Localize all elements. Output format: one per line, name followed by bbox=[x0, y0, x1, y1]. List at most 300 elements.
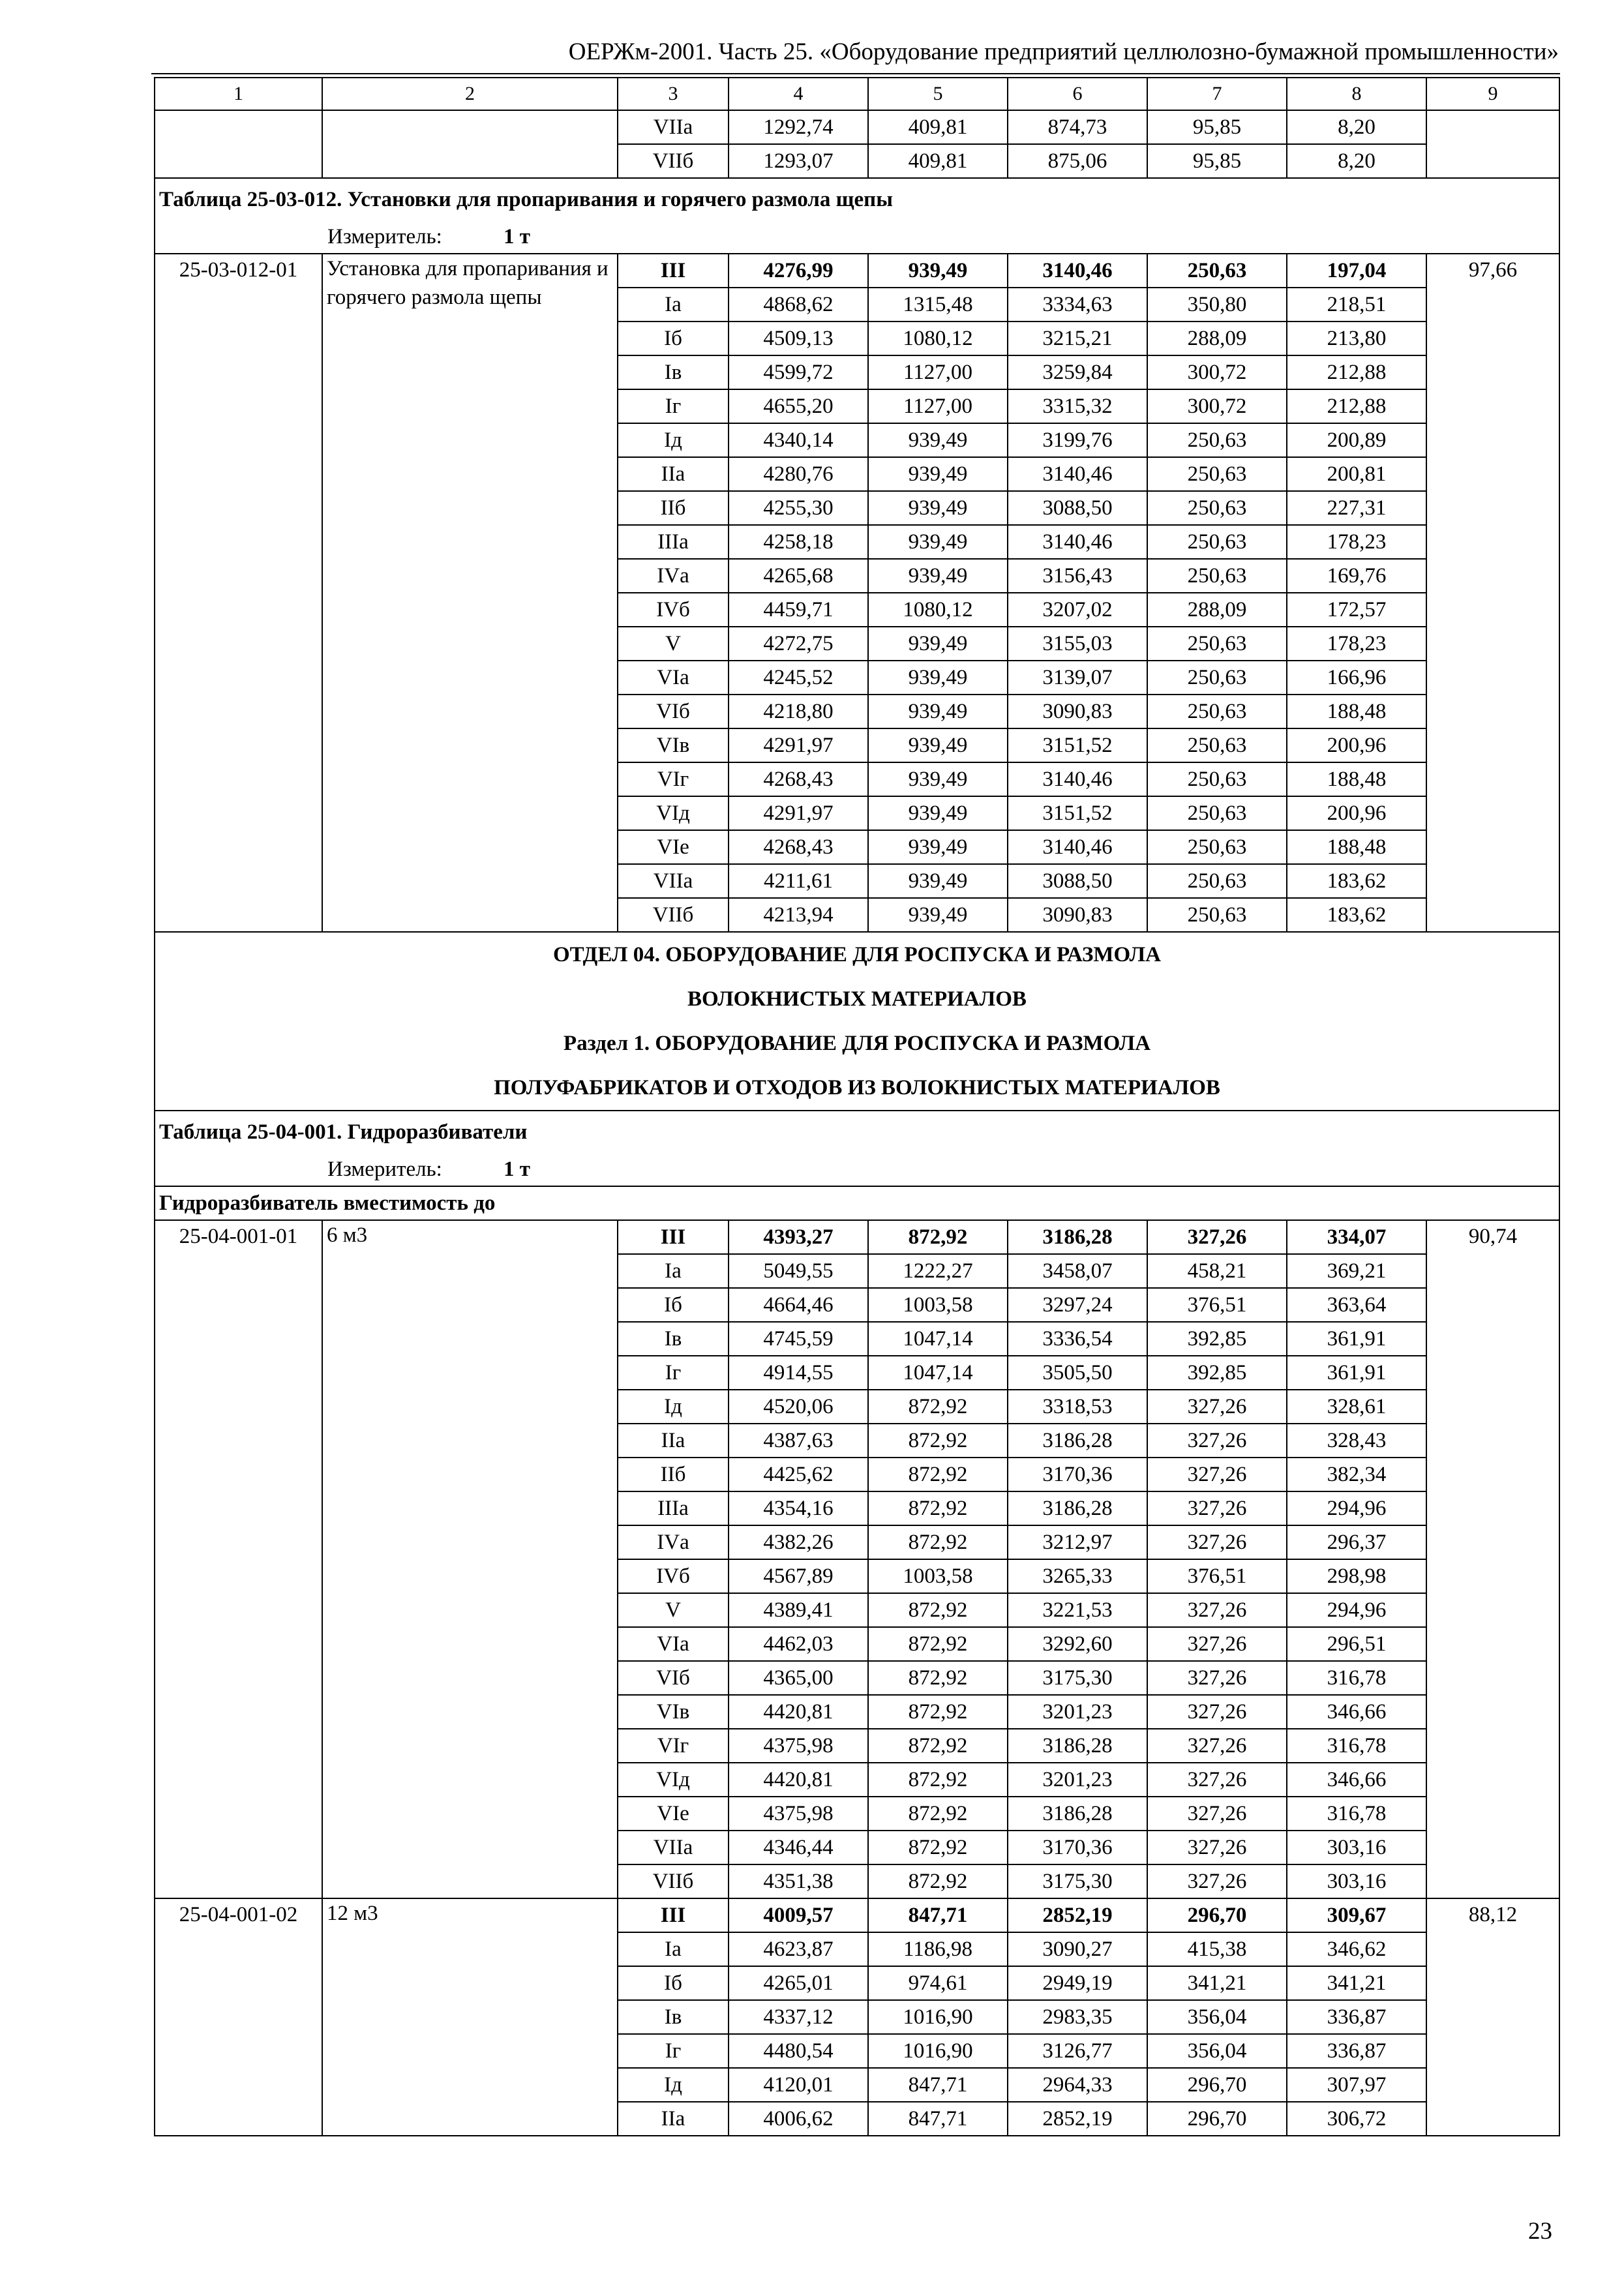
value-cell: 1127,00 bbox=[868, 355, 1008, 389]
value-cell: 4393,27 bbox=[729, 1220, 868, 1254]
value-cell: 3336,54 bbox=[1008, 1322, 1147, 1356]
value-cell: 939,49 bbox=[868, 525, 1008, 559]
column-number: 2 bbox=[322, 78, 618, 110]
value-cell: 3155,03 bbox=[1008, 627, 1147, 661]
column-number: 7 bbox=[1147, 78, 1287, 110]
page-number: 23 bbox=[1528, 2218, 1552, 2245]
value-cell: 346,62 bbox=[1287, 1932, 1426, 1966]
value-cell: 178,23 bbox=[1287, 525, 1426, 559]
zone-cell: V bbox=[618, 1593, 729, 1627]
value-cell: 3140,46 bbox=[1008, 525, 1147, 559]
zone-cell: VIа bbox=[618, 1627, 729, 1661]
value-cell: 3186,28 bbox=[1008, 1491, 1147, 1525]
value-cell: 4459,71 bbox=[729, 593, 868, 627]
value-cell: 361,91 bbox=[1287, 1322, 1426, 1356]
zone-cell: VIб bbox=[618, 695, 729, 728]
name-cell: 12 м3 bbox=[322, 1898, 618, 2136]
value-cell: 3126,77 bbox=[1008, 2034, 1147, 2068]
value-cell: 4599,72 bbox=[729, 355, 868, 389]
section-heading-line: ОТДЕЛ 04. ОБОРУДОВАНИЕ ДЛЯ РОСПУСКА И РАЗМОЛА bbox=[553, 943, 1161, 966]
value-cell: 296,70 bbox=[1147, 1898, 1287, 1932]
value-cell: 409,81 bbox=[868, 110, 1008, 144]
section-heading-line: Раздел 1. ОБОРУДОВАНИЕ ДЛЯ РОСПУСКА И РАЗМОЛА bbox=[563, 1032, 1151, 1055]
value-cell: 4664,46 bbox=[729, 1288, 868, 1322]
zone-cell: VIд bbox=[618, 1763, 729, 1797]
value-cell: 316,78 bbox=[1287, 1661, 1426, 1695]
value-cell: 363,64 bbox=[1287, 1288, 1426, 1322]
value-cell: 2852,19 bbox=[1008, 1898, 1147, 1932]
value-cell: 872,92 bbox=[868, 1390, 1008, 1424]
zone-cell: Iв bbox=[618, 1322, 729, 1356]
value-cell: 4276,99 bbox=[729, 254, 868, 288]
value-cell: 1003,58 bbox=[868, 1288, 1008, 1322]
value-cell: 327,26 bbox=[1147, 1864, 1287, 1898]
zone-cell: Iа bbox=[618, 288, 729, 322]
value-cell: 847,71 bbox=[868, 2102, 1008, 2136]
value-cell: 188,48 bbox=[1287, 762, 1426, 796]
col9-cell: 90,74 bbox=[1426, 1220, 1559, 1898]
value-cell: 361,91 bbox=[1287, 1356, 1426, 1390]
table-row bbox=[155, 932, 1559, 1111]
value-cell: 296,51 bbox=[1287, 1627, 1426, 1661]
value-cell: 4520,06 bbox=[729, 1390, 868, 1424]
zone-cell: VIг bbox=[618, 1729, 729, 1763]
value-cell: 3201,23 bbox=[1008, 1695, 1147, 1729]
value-cell: 1080,12 bbox=[868, 322, 1008, 355]
value-cell: 3139,07 bbox=[1008, 661, 1147, 695]
value-cell: 294,96 bbox=[1287, 1593, 1426, 1627]
value-cell: 327,26 bbox=[1147, 1831, 1287, 1864]
zone-cell: VIа bbox=[618, 661, 729, 695]
col9-cell bbox=[1426, 110, 1559, 178]
value-cell: 3140,46 bbox=[1008, 254, 1147, 288]
measure-row bbox=[155, 220, 1559, 254]
value-cell: 4258,18 bbox=[729, 525, 868, 559]
value-cell: 4120,01 bbox=[729, 2068, 868, 2102]
zone-cell: IVб bbox=[618, 593, 729, 627]
value-cell: 872,92 bbox=[868, 1220, 1008, 1254]
value-cell: 4509,13 bbox=[729, 322, 868, 355]
table-row bbox=[155, 178, 1559, 220]
table-body bbox=[155, 78, 1559, 2136]
code-cell bbox=[155, 110, 322, 178]
value-cell: 875,06 bbox=[1008, 144, 1147, 178]
value-cell: 974,61 bbox=[868, 1966, 1008, 2000]
zone-cell: Iг bbox=[618, 1356, 729, 1390]
value-cell: 872,92 bbox=[868, 1831, 1008, 1864]
value-cell: 183,62 bbox=[1287, 864, 1426, 898]
value-cell: 213,80 bbox=[1287, 322, 1426, 355]
measure-label: Измеритель: bbox=[327, 1158, 442, 1181]
value-cell: 4425,62 bbox=[729, 1458, 868, 1491]
value-cell: 327,26 bbox=[1147, 1525, 1287, 1559]
zone-cell: IIIа bbox=[618, 1491, 729, 1525]
value-cell: 1047,14 bbox=[868, 1322, 1008, 1356]
value-cell: 5049,55 bbox=[729, 1254, 868, 1288]
name-cell: Установка для пропаривания и горячего размола щепы bbox=[322, 254, 618, 932]
zone-cell: IVа bbox=[618, 559, 729, 593]
value-cell: 227,31 bbox=[1287, 491, 1426, 525]
value-cell: 3212,97 bbox=[1008, 1525, 1147, 1559]
value-cell: 212,88 bbox=[1287, 355, 1426, 389]
value-cell: 376,51 bbox=[1147, 1288, 1287, 1322]
measure-row bbox=[155, 1153, 1559, 1186]
value-cell: 4365,00 bbox=[729, 1661, 868, 1695]
value-cell: 872,92 bbox=[868, 1729, 1008, 1763]
value-cell: 306,72 bbox=[1287, 2102, 1426, 2136]
value-cell: 95,85 bbox=[1147, 110, 1287, 144]
value-cell: 1222,27 bbox=[868, 1254, 1008, 1288]
value-cell: 4389,41 bbox=[729, 1593, 868, 1627]
value-cell: 250,63 bbox=[1147, 423, 1287, 457]
zone-cell: VIIб bbox=[618, 898, 729, 932]
zone-cell: VIIб bbox=[618, 1864, 729, 1898]
value-cell: 392,85 bbox=[1147, 1322, 1287, 1356]
value-cell: 250,63 bbox=[1147, 796, 1287, 830]
value-cell: 939,49 bbox=[868, 423, 1008, 457]
value-cell: 3170,36 bbox=[1008, 1831, 1147, 1864]
value-cell: 1186,98 bbox=[868, 1932, 1008, 1966]
value-cell: 3151,52 bbox=[1008, 796, 1147, 830]
table-row bbox=[155, 1186, 1559, 1220]
value-cell: 169,76 bbox=[1287, 559, 1426, 593]
value-cell: 200,96 bbox=[1287, 728, 1426, 762]
table-row bbox=[155, 1111, 1559, 1153]
value-cell: 296,70 bbox=[1147, 2068, 1287, 2102]
value-cell: 872,92 bbox=[868, 1661, 1008, 1695]
value-cell: 376,51 bbox=[1147, 1559, 1287, 1593]
column-number: 9 bbox=[1426, 78, 1559, 110]
value-cell: 872,92 bbox=[868, 1424, 1008, 1458]
value-cell: 300,72 bbox=[1147, 355, 1287, 389]
value-cell: 3199,76 bbox=[1008, 423, 1147, 457]
value-cell: 939,49 bbox=[868, 898, 1008, 932]
value-cell: 303,16 bbox=[1287, 1864, 1426, 1898]
zone-cell: VIIа bbox=[618, 1831, 729, 1864]
value-cell: 872,92 bbox=[868, 1864, 1008, 1898]
value-cell: 294,96 bbox=[1287, 1491, 1426, 1525]
value-cell: 336,87 bbox=[1287, 2000, 1426, 2034]
zone-cell: Iа bbox=[618, 1932, 729, 1966]
value-cell: 327,26 bbox=[1147, 1797, 1287, 1831]
section-heading-line: ВОЛОКНИСТЫХ МАТЕРИАЛОВ bbox=[687, 987, 1027, 1011]
zone-cell: IIIа bbox=[618, 525, 729, 559]
value-cell: 1315,48 bbox=[868, 288, 1008, 322]
value-cell: 327,26 bbox=[1147, 1390, 1287, 1424]
zone-cell: Iб bbox=[618, 1966, 729, 2000]
value-cell: 250,63 bbox=[1147, 254, 1287, 288]
value-cell: 3090,83 bbox=[1008, 898, 1147, 932]
value-cell: 3186,28 bbox=[1008, 1424, 1147, 1458]
value-cell: 250,63 bbox=[1147, 864, 1287, 898]
value-cell: 4623,87 bbox=[729, 1932, 868, 1966]
header-rule bbox=[151, 73, 1560, 74]
value-cell: 939,49 bbox=[868, 864, 1008, 898]
code-cell: 25-04-001-01 bbox=[155, 1220, 322, 1898]
table-row bbox=[155, 254, 1559, 288]
zone-cell: IIа bbox=[618, 2102, 729, 2136]
value-cell: 327,26 bbox=[1147, 1729, 1287, 1763]
value-cell: 1047,14 bbox=[868, 1356, 1008, 1390]
value-cell: 3151,52 bbox=[1008, 728, 1147, 762]
value-cell: 4462,03 bbox=[729, 1627, 868, 1661]
value-cell: 1003,58 bbox=[868, 1559, 1008, 1593]
value-cell: 939,49 bbox=[868, 457, 1008, 491]
value-cell: 4868,62 bbox=[729, 288, 868, 322]
value-cell: 327,26 bbox=[1147, 1695, 1287, 1729]
value-cell: 3259,84 bbox=[1008, 355, 1147, 389]
value-cell: 3175,30 bbox=[1008, 1661, 1147, 1695]
value-cell: 288,09 bbox=[1147, 593, 1287, 627]
code-cell: 25-04-001-02 bbox=[155, 1898, 322, 2136]
section-heading bbox=[155, 932, 1559, 1111]
value-cell: 874,73 bbox=[1008, 110, 1147, 144]
value-cell: 4268,43 bbox=[729, 830, 868, 864]
value-cell: 3156,43 bbox=[1008, 559, 1147, 593]
value-cell: 1127,00 bbox=[868, 389, 1008, 423]
value-cell: 298,98 bbox=[1287, 1559, 1426, 1593]
value-cell: 4420,81 bbox=[729, 1763, 868, 1797]
zone-cell: Iа bbox=[618, 1254, 729, 1288]
value-cell: 2964,33 bbox=[1008, 2068, 1147, 2102]
value-cell: 356,04 bbox=[1147, 2034, 1287, 2068]
zone-cell: IIб bbox=[618, 491, 729, 525]
value-cell: 4480,54 bbox=[729, 2034, 868, 2068]
value-cell: 212,88 bbox=[1287, 389, 1426, 423]
value-cell: 4213,94 bbox=[729, 898, 868, 932]
value-cell: 4265,68 bbox=[729, 559, 868, 593]
table-row bbox=[155, 1153, 1559, 1186]
value-cell: 4420,81 bbox=[729, 1695, 868, 1729]
value-cell: 3265,33 bbox=[1008, 1559, 1147, 1593]
value-cell: 939,49 bbox=[868, 491, 1008, 525]
zone-cell: VIIа bbox=[618, 110, 729, 144]
value-cell: 350,80 bbox=[1147, 288, 1287, 322]
column-number: 4 bbox=[729, 78, 868, 110]
value-cell: 4272,75 bbox=[729, 627, 868, 661]
value-cell: 178,23 bbox=[1287, 627, 1426, 661]
value-cell: 327,26 bbox=[1147, 1763, 1287, 1797]
value-cell: 3088,50 bbox=[1008, 491, 1147, 525]
value-cell: 296,37 bbox=[1287, 1525, 1426, 1559]
value-cell: 2852,19 bbox=[1008, 2102, 1147, 2136]
value-cell: 1080,12 bbox=[868, 593, 1008, 627]
value-cell: 939,49 bbox=[868, 762, 1008, 796]
value-cell: 3505,50 bbox=[1008, 1356, 1147, 1390]
name-cell: 6 м3 bbox=[322, 1220, 618, 1898]
zone-cell: III bbox=[618, 1220, 729, 1254]
value-cell: 250,63 bbox=[1147, 898, 1287, 932]
value-cell: 4914,55 bbox=[729, 1356, 868, 1390]
value-cell: 303,16 bbox=[1287, 1831, 1426, 1864]
value-cell: 8,20 bbox=[1287, 144, 1426, 178]
col9-cell: 97,66 bbox=[1426, 254, 1559, 932]
value-cell: 4655,20 bbox=[729, 389, 868, 423]
value-cell: 3334,63 bbox=[1008, 288, 1147, 322]
value-cell: 2983,35 bbox=[1008, 2000, 1147, 2034]
zone-cell: IVб bbox=[618, 1559, 729, 1593]
zone-cell: IIа bbox=[618, 457, 729, 491]
value-cell: 341,21 bbox=[1287, 1966, 1426, 2000]
value-cell: 392,85 bbox=[1147, 1356, 1287, 1390]
value-cell: 939,49 bbox=[868, 627, 1008, 661]
value-cell: 250,63 bbox=[1147, 525, 1287, 559]
value-cell: 4567,89 bbox=[729, 1559, 868, 1593]
value-cell: 1016,90 bbox=[868, 2034, 1008, 2068]
value-cell: 250,63 bbox=[1147, 559, 1287, 593]
zone-cell: IVа bbox=[618, 1525, 729, 1559]
value-cell: 197,04 bbox=[1287, 254, 1426, 288]
value-cell: 356,04 bbox=[1147, 2000, 1287, 2034]
value-cell: 250,63 bbox=[1147, 627, 1287, 661]
value-cell: 872,92 bbox=[868, 1593, 1008, 1627]
value-cell: 4745,59 bbox=[729, 1322, 868, 1356]
value-cell: 3175,30 bbox=[1008, 1864, 1147, 1898]
value-cell: 250,63 bbox=[1147, 762, 1287, 796]
zone-cell: VIд bbox=[618, 796, 729, 830]
value-cell: 327,26 bbox=[1147, 1491, 1287, 1525]
value-cell: 1293,07 bbox=[729, 144, 868, 178]
table-title: Таблица 25-04-001. Гидроразбиватели bbox=[155, 1111, 1559, 1153]
value-cell: 872,92 bbox=[868, 1627, 1008, 1661]
zone-cell: Iг bbox=[618, 2034, 729, 2068]
value-cell: 8,20 bbox=[1287, 110, 1426, 144]
value-cell: 200,81 bbox=[1287, 457, 1426, 491]
zone-cell: VIе bbox=[618, 1797, 729, 1831]
value-cell: 4009,57 bbox=[729, 1898, 868, 1932]
value-cell: 872,92 bbox=[868, 1458, 1008, 1491]
column-number: 8 bbox=[1287, 78, 1426, 110]
table-row bbox=[155, 220, 1559, 254]
value-cell: 250,63 bbox=[1147, 728, 1287, 762]
measure-label: Измеритель: bbox=[327, 225, 442, 248]
value-cell: 939,49 bbox=[868, 695, 1008, 728]
value-cell: 334,07 bbox=[1287, 1220, 1426, 1254]
value-cell: 166,96 bbox=[1287, 661, 1426, 695]
zone-cell: Iг bbox=[618, 389, 729, 423]
value-cell: 2949,19 bbox=[1008, 1966, 1147, 2000]
value-cell: 939,49 bbox=[868, 661, 1008, 695]
zone-cell: Iв bbox=[618, 355, 729, 389]
value-cell: 250,63 bbox=[1147, 457, 1287, 491]
col9-cell: 88,12 bbox=[1426, 1898, 1559, 2136]
value-cell: 3458,07 bbox=[1008, 1254, 1147, 1288]
value-cell: 346,66 bbox=[1287, 1695, 1426, 1729]
zone-cell: IIб bbox=[618, 1458, 729, 1491]
value-cell: 188,48 bbox=[1287, 695, 1426, 728]
value-cell: 3140,46 bbox=[1008, 762, 1147, 796]
value-cell: 3221,53 bbox=[1008, 1593, 1147, 1627]
value-cell: 458,21 bbox=[1147, 1254, 1287, 1288]
value-cell: 218,51 bbox=[1287, 288, 1426, 322]
value-cell: 939,49 bbox=[868, 728, 1008, 762]
value-cell: 341,21 bbox=[1147, 1966, 1287, 2000]
value-cell: 3315,32 bbox=[1008, 389, 1147, 423]
value-cell: 4387,63 bbox=[729, 1424, 868, 1458]
column-number: 6 bbox=[1008, 78, 1147, 110]
table-row bbox=[155, 110, 1559, 144]
value-cell: 1016,90 bbox=[868, 2000, 1008, 2034]
value-cell: 4291,97 bbox=[729, 728, 868, 762]
subheader-row: Гидроразбиватель вместимость до bbox=[155, 1186, 1559, 1220]
value-cell: 288,09 bbox=[1147, 322, 1287, 355]
column-number: 1 bbox=[155, 78, 322, 110]
zone-cell: VIв bbox=[618, 728, 729, 762]
value-cell: 409,81 bbox=[868, 144, 1008, 178]
value-cell: 872,92 bbox=[868, 1797, 1008, 1831]
value-cell: 847,71 bbox=[868, 2068, 1008, 2102]
value-cell: 872,92 bbox=[868, 1763, 1008, 1797]
table-title: Таблица 25-03-012. Установки для пропаривания и горячего размола щепы bbox=[155, 178, 1559, 220]
value-cell: 250,63 bbox=[1147, 830, 1287, 864]
zone-cell: Iд bbox=[618, 1390, 729, 1424]
value-cell: 328,61 bbox=[1287, 1390, 1426, 1424]
value-cell: 3297,24 bbox=[1008, 1288, 1147, 1322]
value-cell: 327,26 bbox=[1147, 1627, 1287, 1661]
price-table bbox=[154, 77, 1560, 2136]
value-cell: 307,97 bbox=[1287, 2068, 1426, 2102]
value-cell: 847,71 bbox=[868, 1898, 1008, 1932]
value-cell: 188,48 bbox=[1287, 830, 1426, 864]
value-cell: 4218,80 bbox=[729, 695, 868, 728]
value-cell: 4375,98 bbox=[729, 1729, 868, 1763]
value-cell: 3186,28 bbox=[1008, 1220, 1147, 1254]
value-cell: 415,38 bbox=[1147, 1932, 1287, 1966]
value-cell: 336,87 bbox=[1287, 2034, 1426, 2068]
value-cell: 309,67 bbox=[1287, 1898, 1426, 1932]
zone-cell: III bbox=[618, 254, 729, 288]
value-cell: 4382,26 bbox=[729, 1525, 868, 1559]
zone-cell: IIа bbox=[618, 1424, 729, 1458]
value-cell: 4351,38 bbox=[729, 1864, 868, 1898]
code-cell: 25-03-012-01 bbox=[155, 254, 322, 932]
value-cell: 300,72 bbox=[1147, 389, 1287, 423]
value-cell: 250,63 bbox=[1147, 695, 1287, 728]
value-cell: 3186,28 bbox=[1008, 1797, 1147, 1831]
value-cell: 250,63 bbox=[1147, 491, 1287, 525]
value-cell: 3292,60 bbox=[1008, 1627, 1147, 1661]
value-cell: 4211,61 bbox=[729, 864, 868, 898]
value-cell: 4354,16 bbox=[729, 1491, 868, 1525]
column-number: 5 bbox=[868, 78, 1008, 110]
value-cell: 939,49 bbox=[868, 830, 1008, 864]
value-cell: 200,96 bbox=[1287, 796, 1426, 830]
value-cell: 369,21 bbox=[1287, 1254, 1426, 1288]
value-cell: 183,62 bbox=[1287, 898, 1426, 932]
value-cell: 4268,43 bbox=[729, 762, 868, 796]
value-cell: 200,89 bbox=[1287, 423, 1426, 457]
value-cell: 4280,76 bbox=[729, 457, 868, 491]
value-cell: 3201,23 bbox=[1008, 1763, 1147, 1797]
section-heading-line: ПОЛУФАБРИКАТОВ И ОТХОДОВ ИЗ ВОЛОКНИСТЫХ МАТЕРИАЛОВ bbox=[494, 1076, 1220, 1100]
value-cell: 3186,28 bbox=[1008, 1729, 1147, 1763]
value-cell: 346,66 bbox=[1287, 1763, 1426, 1797]
value-cell: 172,57 bbox=[1287, 593, 1426, 627]
value-cell: 3140,46 bbox=[1008, 830, 1147, 864]
value-cell: 4006,62 bbox=[729, 2102, 868, 2136]
running-header: ОЕРЖм-2001. Часть 25. «Оборудование предприятий целлюлозно-бумажной промышленности» bbox=[568, 38, 1559, 65]
value-cell: 4245,52 bbox=[729, 661, 868, 695]
value-cell: 3140,46 bbox=[1008, 457, 1147, 491]
table-row bbox=[155, 78, 1559, 110]
value-cell: 327,26 bbox=[1147, 1220, 1287, 1254]
value-cell: 3090,83 bbox=[1008, 695, 1147, 728]
value-cell: 327,26 bbox=[1147, 1593, 1287, 1627]
measure-value: 1 т bbox=[504, 225, 530, 248]
zone-cell: VIв bbox=[618, 1695, 729, 1729]
value-cell: 4291,97 bbox=[729, 796, 868, 830]
value-cell: 4375,98 bbox=[729, 1797, 868, 1831]
